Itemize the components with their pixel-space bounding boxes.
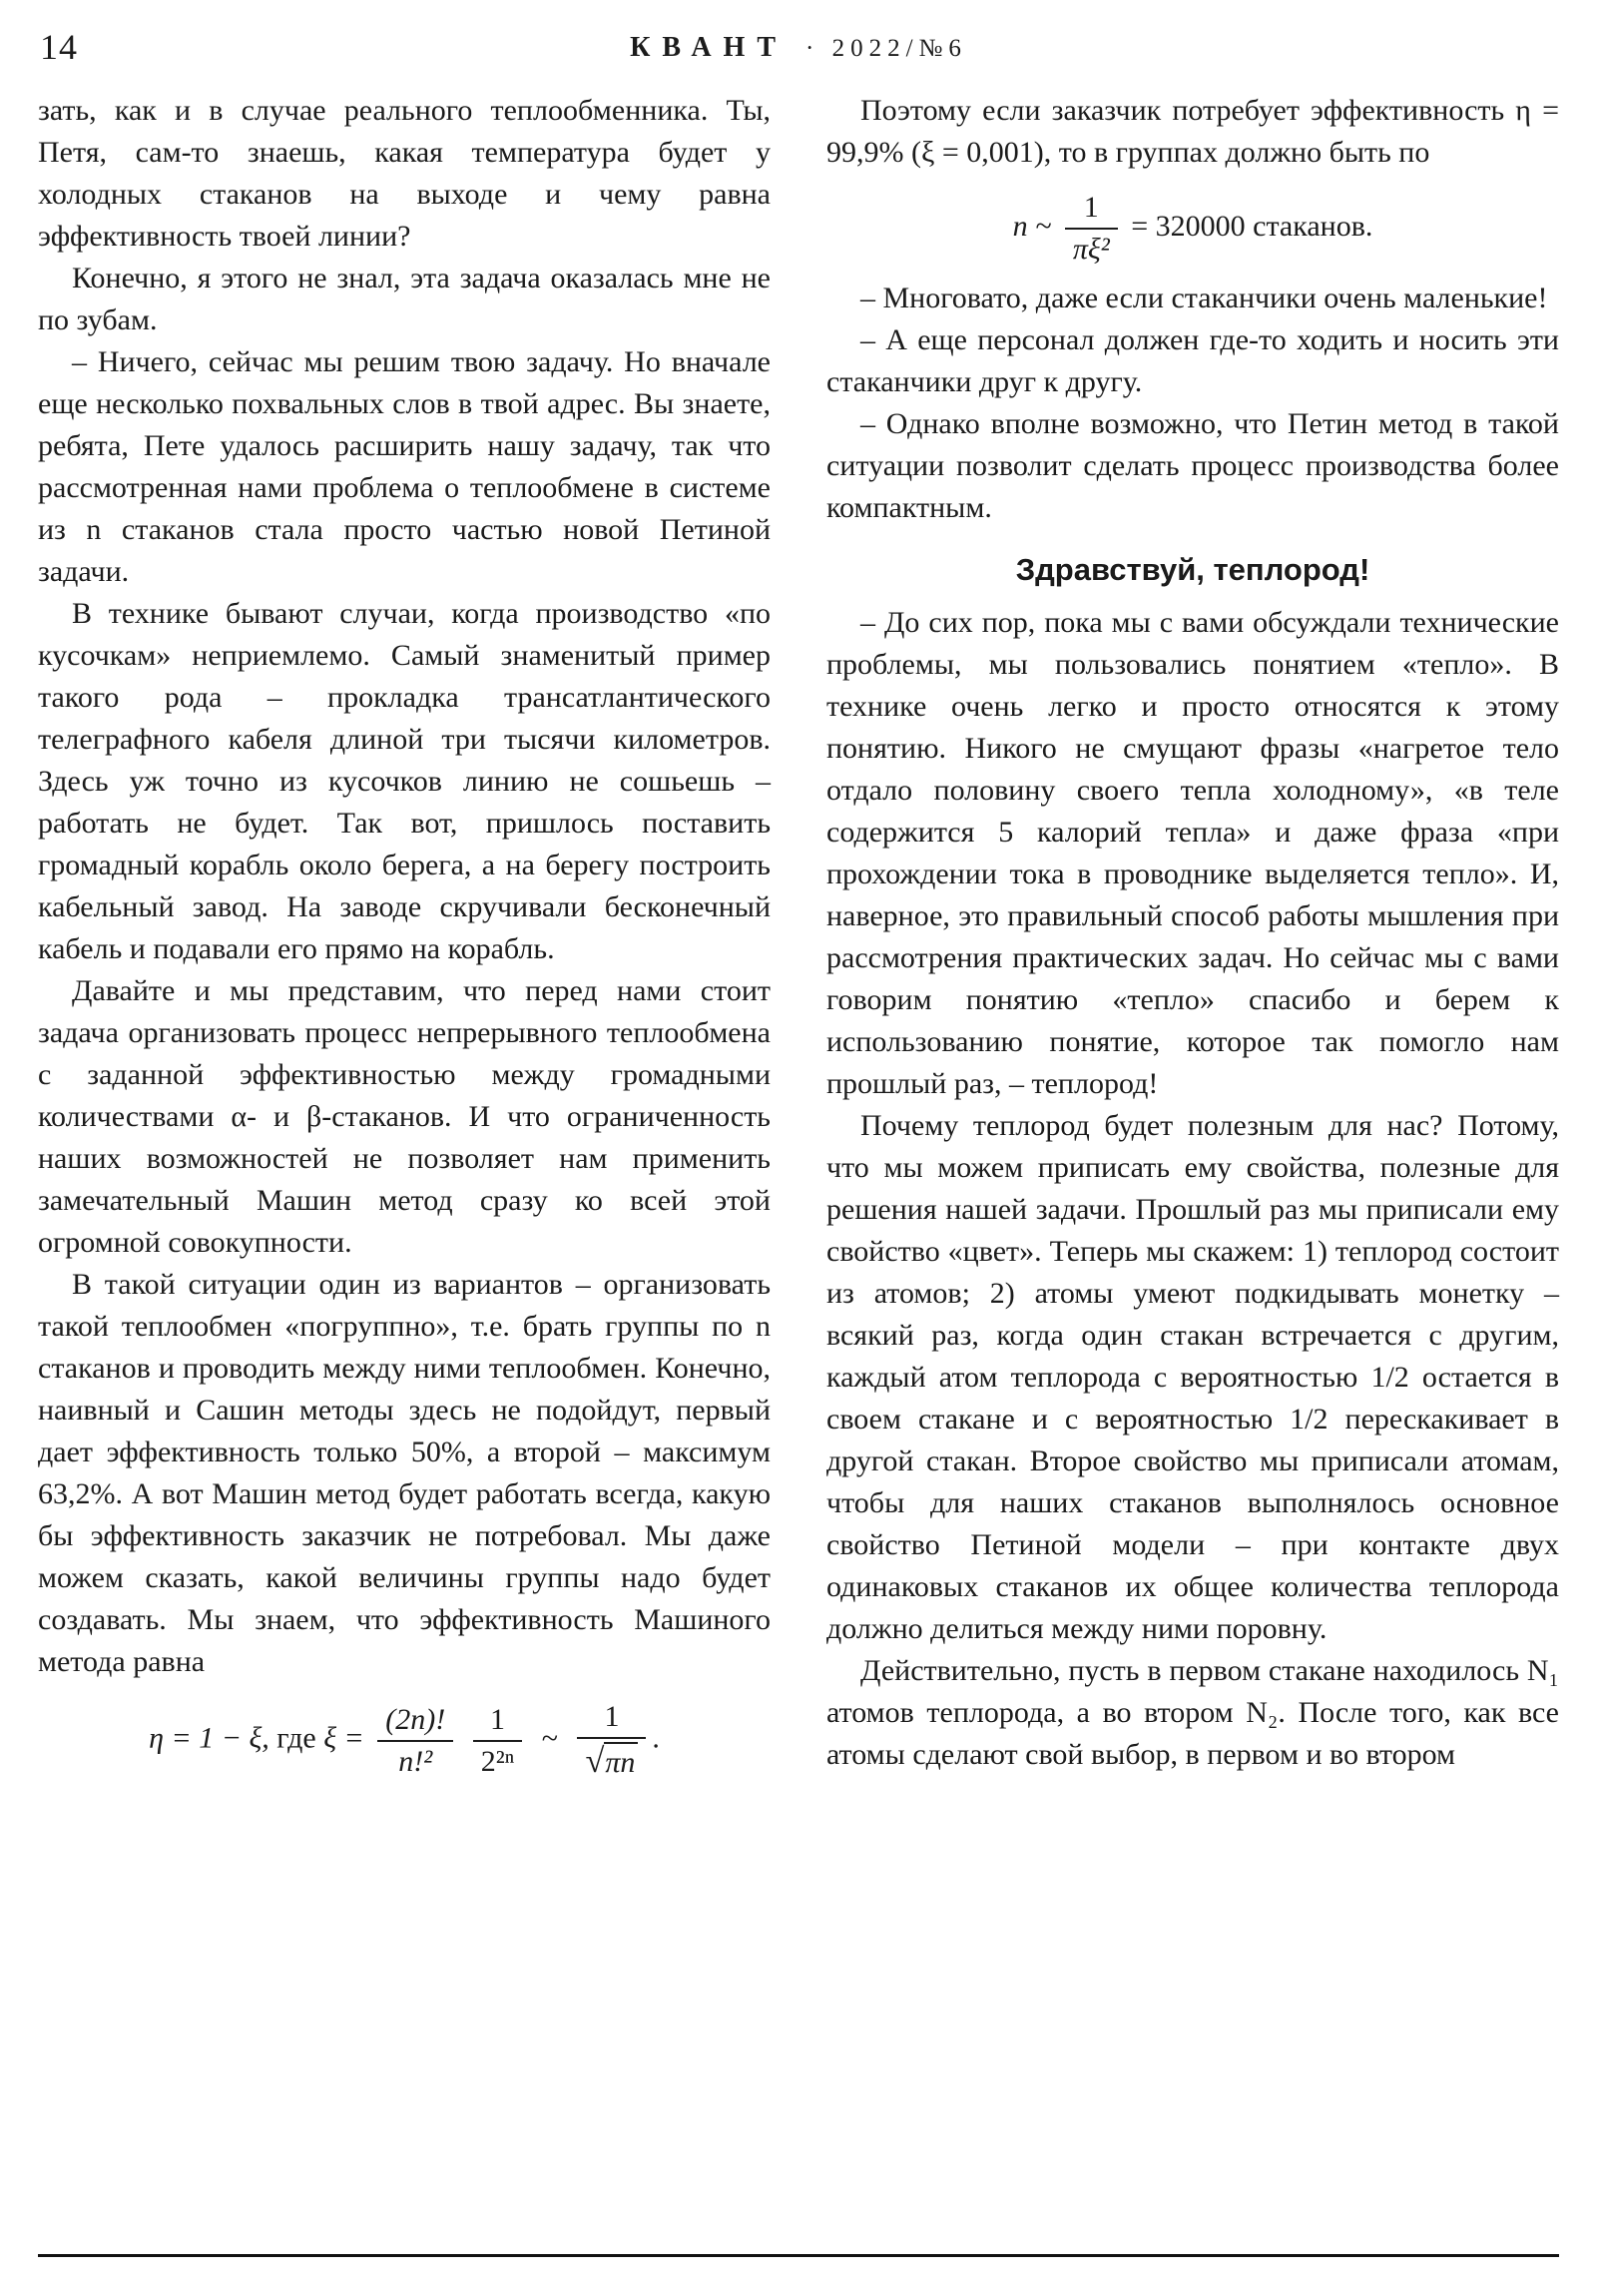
- two-column-content: [38, 90, 1559, 1792]
- formula-result: = 320000 стаканов.: [1131, 209, 1373, 243]
- paragraph: – А еще персонал должен где-то ходить и носить эти стаканчики друг к другу.: [826, 323, 1559, 398]
- denominator: 2²ⁿ: [480, 1744, 515, 1778]
- formula-word: где: [276, 1721, 316, 1755]
- fraction-group: [1065, 190, 1118, 268]
- running-title: [38, 32, 1559, 64]
- section-heading: Здравствуй, теплород!: [1015, 552, 1370, 587]
- page-number: 14: [40, 27, 78, 67]
- formula-lead-2: ξ =: [323, 1721, 364, 1755]
- numerator: 1: [1065, 190, 1118, 230]
- paragraph: – Ничего, сейчас мы решим твою задачу. Но вначале еще несколько похвальных слов в твой адрес. Вы знаете, ребята, Пете удалось расширить нашу задачу, так что рассмотренная нами проблема о теплообмене в системе из n стаканов стала просто частью новой Петиной задачи.: [38, 345, 771, 588]
- issue-label: · 2022/№6: [805, 35, 967, 62]
- sqrt-symbol: √: [585, 1742, 605, 1780]
- paragraph: – До сих пор, пока мы с вами обсуждали технические проблемы, мы пользовались понятием «тепло». В технике очень легко и просто относятся к этому понятию. Никого не смущают фразы «нагретое тело отдало половину своего тепла холодному», «в теле содержится 5 калорий тепла» и даже фраза «при прохождении тока в проводнике выделяется тепло». И, наверное, это правильный способ работы мышления при рассмотрения практических задач. Но сейчас мы с вами говорим понятию «тепло» спасибо и берем к использованию понятие, которое так помогло нам прошлый раз, – теплород!: [826, 606, 1559, 1101]
- radicand: πn: [604, 1742, 638, 1781]
- fraction-sqrt: [577, 1699, 646, 1782]
- fraction-binomial: [377, 1702, 453, 1780]
- numerator: (2n)!: [377, 1702, 453, 1742]
- formula-lead: n ~: [1012, 209, 1052, 243]
- paragraph: – Многовато, даже если стаканчики очень маленькие!: [860, 282, 1548, 314]
- page-header: [38, 26, 1559, 74]
- paragraph: Почему теплород будет полезным для нас? Потому, что мы можем приписать ему свойства, полезные для решения нашей задачи. Прошлый раз мы приписали ему свойство «цвет». Теперь мы скажем: 1) теплород состоит из атомов; 2) атомы умеют подкидывать монетку – всякий раз, когда один стакан встречается с другим, каждый атом теплорода с вероятностью 1/2 остается в своем стакане и с вероятностью 1/2 перескакивает в другой стакан. Второе свойство мы приписали атомам, чтобы для наших стаканов выполнялось основное свойство Петиной модели – при контакте двух одинаковых стаканов их общее количества теплорода должно делиться между ними поровну.: [826, 1109, 1559, 1646]
- machin-efficiency-formula: [38, 1699, 771, 1782]
- paragraph: Поэтому если заказчик потребует эффективность η = 99,9% (ξ = 0,001), то в группах должно быть по: [826, 94, 1559, 169]
- footer-rule: [38, 2254, 1559, 2257]
- numerator: 1: [577, 1699, 646, 1739]
- denominator: [577, 1739, 646, 1782]
- group-size-formula: [826, 190, 1559, 268]
- paragraph: зать, как и в случае реального теплообменника. Ты, Петя, сам-то знаешь, какая температура будет у холодных стаканов на выходе и чему равна эффективность твоей линии?: [38, 94, 771, 253]
- denominator: n!²: [398, 1744, 433, 1778]
- formula-period: .: [652, 1721, 660, 1755]
- denominator: πξ²: [1072, 233, 1110, 266]
- paragraph: – Однако вполне возможно, что Петин метод в такой ситуации позволит сделать процесс производства более компактным.: [826, 407, 1559, 524]
- paragraph: Давайте и мы представим, что перед нами стоит задача организовать процесс непрерывного теплообмена с заданной эффективностью между громадными количествами α- и β-стаканов. И что ограниченность наших возможностей не позволяет нам применить замечательный Машин метод сразу ко всей этой огромной совокупности.: [38, 974, 771, 1259]
- formula-lead: η = 1 − ξ,: [149, 1721, 269, 1755]
- paragraph: В такой ситуации один из вариантов – организовать такой теплообмен «погруппно», т.е. брать группы по n стаканов и проводить между ними теплообмен. Конечно, наивный и Сашин методы здесь не подойдут, первый дает эффективность только 50%, а второй – максимум 63,2%. А вот Машин метод будет работать всегда, какую бы эффективность заказчик не потребовал. Мы даже можем сказать, какой величины группы надо будет создавать. Мы знаем, что эффективность Машиного метода равна: [38, 1268, 771, 1678]
- right-column: [826, 90, 1559, 1792]
- paragraph: В технике бывают случаи, когда производство «по кусочкам» неприемлемо. Самый знаменитый пример такого рода – прокладка трансатлантического телеграфного кабеля длиной три тысячи километров. Здесь уж точно из кусочков линию не сошьешь – работать не будет. Так вот, пришлось поставить громадный корабль около берега, а на берегу построить кабельный завод. На заводе скручивали бесконечный кабель и подавали его прямо на корабль.: [38, 597, 771, 965]
- journal-name: КВАНТ: [630, 32, 788, 63]
- fraction-power: [473, 1702, 522, 1780]
- numerator: 1: [473, 1702, 522, 1742]
- paragraph: Конечно, я этого не знал, эта задача оказалась мне не по зубам.: [38, 262, 771, 336]
- paragraph: Действительно, пусть в первом стакане находилось N₁ атомов теплорода, а во втором N₂. После того, как все атомы сделают свой выбор, в первом и во втором: [826, 1654, 1559, 1772]
- left-column: [38, 90, 771, 1792]
- tilde-symbol: ~: [541, 1721, 558, 1755]
